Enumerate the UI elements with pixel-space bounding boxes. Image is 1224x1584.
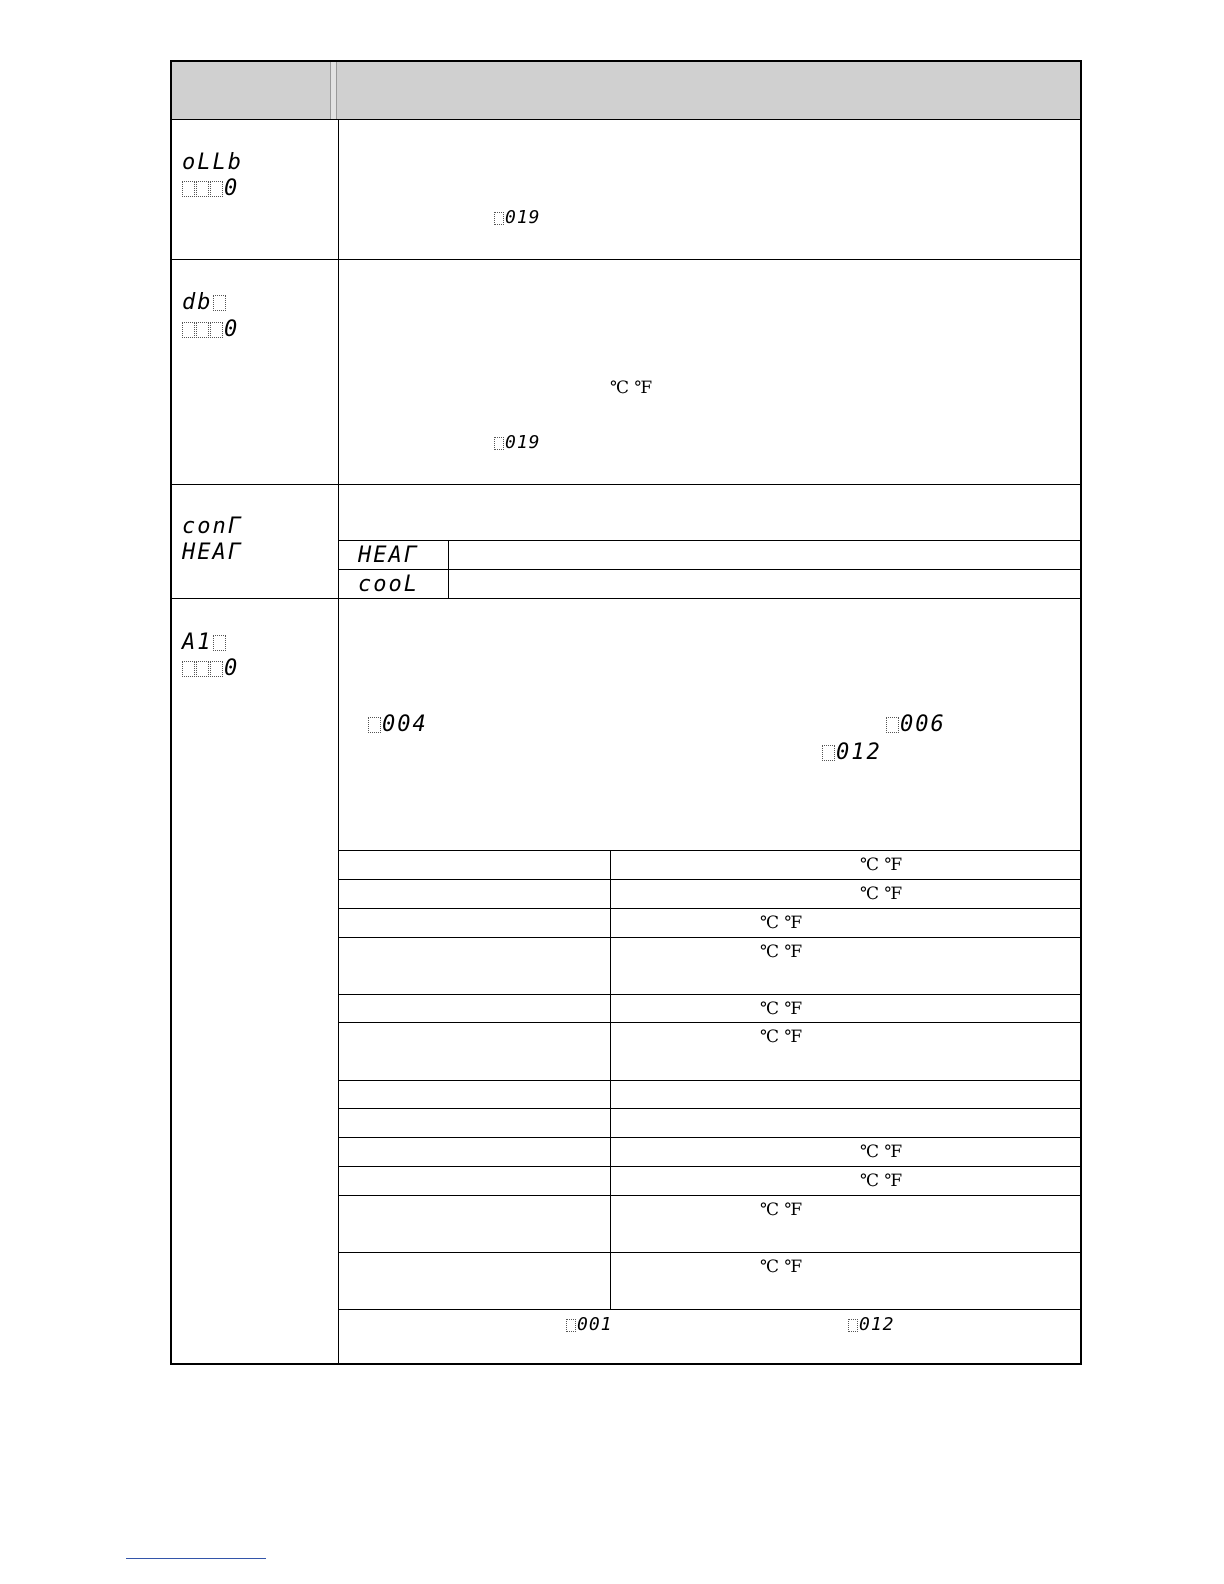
option-heat: HEAГ xyxy=(358,543,419,568)
param-code: db xyxy=(182,292,227,314)
ref-code: 012 xyxy=(822,742,882,764)
unit-label: ℃ ℉ xyxy=(860,855,903,875)
footnote-rule xyxy=(126,1558,266,1559)
sub-row-separator xyxy=(338,1080,1080,1081)
sub-row-separator xyxy=(338,850,1080,851)
sub-row-separator xyxy=(338,1252,1080,1253)
ref-code: 019 xyxy=(494,434,541,452)
unit-label: ℃ ℉ xyxy=(760,942,803,962)
unit-label: ℃ ℉ xyxy=(760,999,803,1019)
sub-row-separator xyxy=(338,994,1080,995)
sub-row-separator xyxy=(338,908,1080,909)
sub-row-separator xyxy=(338,937,1080,938)
table-header xyxy=(172,62,1080,120)
unit-label: ℃ ℉ xyxy=(760,1200,803,1220)
unit-label: ℃ ℉ xyxy=(760,1257,803,1277)
param-code: oLLb xyxy=(182,150,243,175)
sub-row-separator xyxy=(338,1309,1080,1310)
sub-row-separator xyxy=(338,1022,1080,1023)
unit-label: ℃ ℉ xyxy=(860,1142,903,1162)
option-cool: cooL xyxy=(358,572,419,597)
ref-code: 001 xyxy=(566,1316,613,1334)
param-value: 0 xyxy=(182,319,239,341)
header-divider xyxy=(330,62,337,119)
ref-code: 019 xyxy=(494,209,541,227)
sub-row-separator xyxy=(338,1195,1080,1196)
row-separator xyxy=(172,484,1080,485)
unit-label: ℃ ℉ xyxy=(760,1027,803,1047)
sub-row-separator xyxy=(338,1108,1080,1109)
param-code: conГ xyxy=(182,514,243,539)
ref-code: 006 xyxy=(886,714,946,736)
parameter-table xyxy=(170,60,1082,1365)
row-separator xyxy=(172,259,1080,260)
unit-label: ℃ ℉ xyxy=(860,884,903,904)
unit-label: ℃ ℉ xyxy=(760,913,803,933)
ref-code: 012 xyxy=(848,1316,895,1334)
sub-row-separator xyxy=(338,569,1080,570)
param-value: 0 xyxy=(182,658,239,680)
column-divider xyxy=(338,119,339,1365)
param-value: HEAГ xyxy=(182,540,243,565)
param-code: A1 xyxy=(182,632,227,654)
unit-label: ℃ ℉ xyxy=(860,1171,903,1191)
row-separator xyxy=(172,598,1080,599)
sub-row-separator xyxy=(338,1137,1080,1138)
ref-code: 004 xyxy=(368,714,428,736)
param-value: 0 xyxy=(182,178,239,200)
sub-row-separator xyxy=(338,1166,1080,1167)
sub-column-divider xyxy=(448,540,449,598)
sub-row-separator xyxy=(338,879,1080,880)
unit-label: ℃ ℉ xyxy=(610,378,653,398)
sub-row-separator xyxy=(338,540,1080,541)
